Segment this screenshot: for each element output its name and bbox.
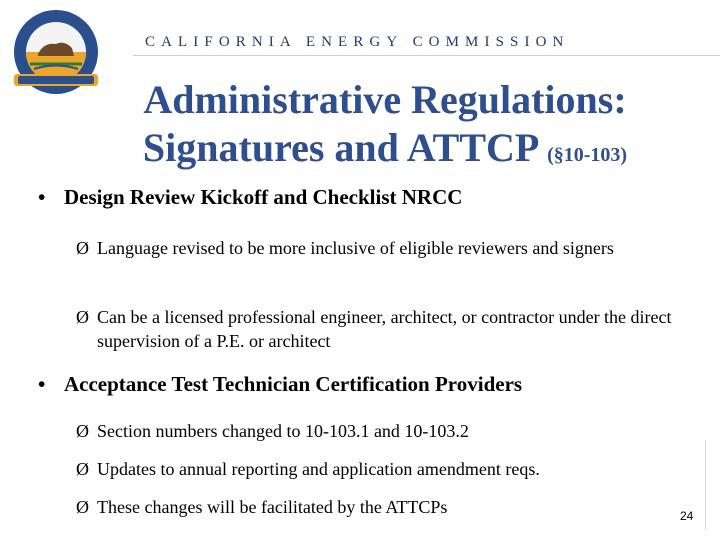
header-divider xyxy=(133,55,720,56)
organization-name: CALIFORNIA ENERGY COMMISSION xyxy=(145,34,570,50)
subitem-section-numbers xyxy=(76,419,676,443)
subitem-text: Language revised to be more inclusive of eligible reviewers and signers xyxy=(97,238,614,258)
bullet-design-review xyxy=(38,185,462,210)
arrow-bullet-icon: Ø xyxy=(76,459,89,479)
energy-commission-seal-logo xyxy=(4,4,108,104)
subitem-text: Updates to annual reporting and application amendment reqs. xyxy=(97,459,540,479)
arrow-bullet-icon: Ø xyxy=(76,238,89,258)
title-line-2 xyxy=(95,124,675,179)
bullet-dot: • xyxy=(38,372,46,396)
section-reference: (§10-103) xyxy=(547,144,628,166)
bullet-attcp-providers xyxy=(38,372,522,397)
title-line-2-text: Signatures and ATTCP xyxy=(142,125,538,170)
bullet-text: Design Review Kickoff and Checklist NRCC xyxy=(64,185,463,209)
subitem-text: Can be a licensed professional engineer, architect, or contractor under the direct supervision of a P.E. or architect xyxy=(97,307,672,351)
arrow-bullet-icon: Ø xyxy=(76,421,89,441)
arrow-bullet-icon: Ø xyxy=(76,497,89,517)
page-corner-rule xyxy=(705,440,706,530)
subitem-facilitated-by-attcps xyxy=(76,495,676,519)
title-line-1: Administrative Regulations: xyxy=(143,77,627,122)
subitem-text: Section numbers changed to 10-103.1 and 10-103.2 xyxy=(97,421,469,441)
subitem-text: These changes will be facilitated by the ATTCPs xyxy=(97,497,448,517)
subitem-annual-reporting xyxy=(76,457,676,481)
bullet-text: Acceptance Test Technician Certification Providers xyxy=(64,372,523,396)
slide-title xyxy=(95,76,675,179)
subitem-licensed-professional xyxy=(76,305,676,353)
subitem-language-revised xyxy=(76,236,676,260)
page-number: 24 xyxy=(680,509,694,523)
bullet-dot: • xyxy=(38,185,46,209)
arrow-bullet-icon: Ø xyxy=(76,307,89,327)
